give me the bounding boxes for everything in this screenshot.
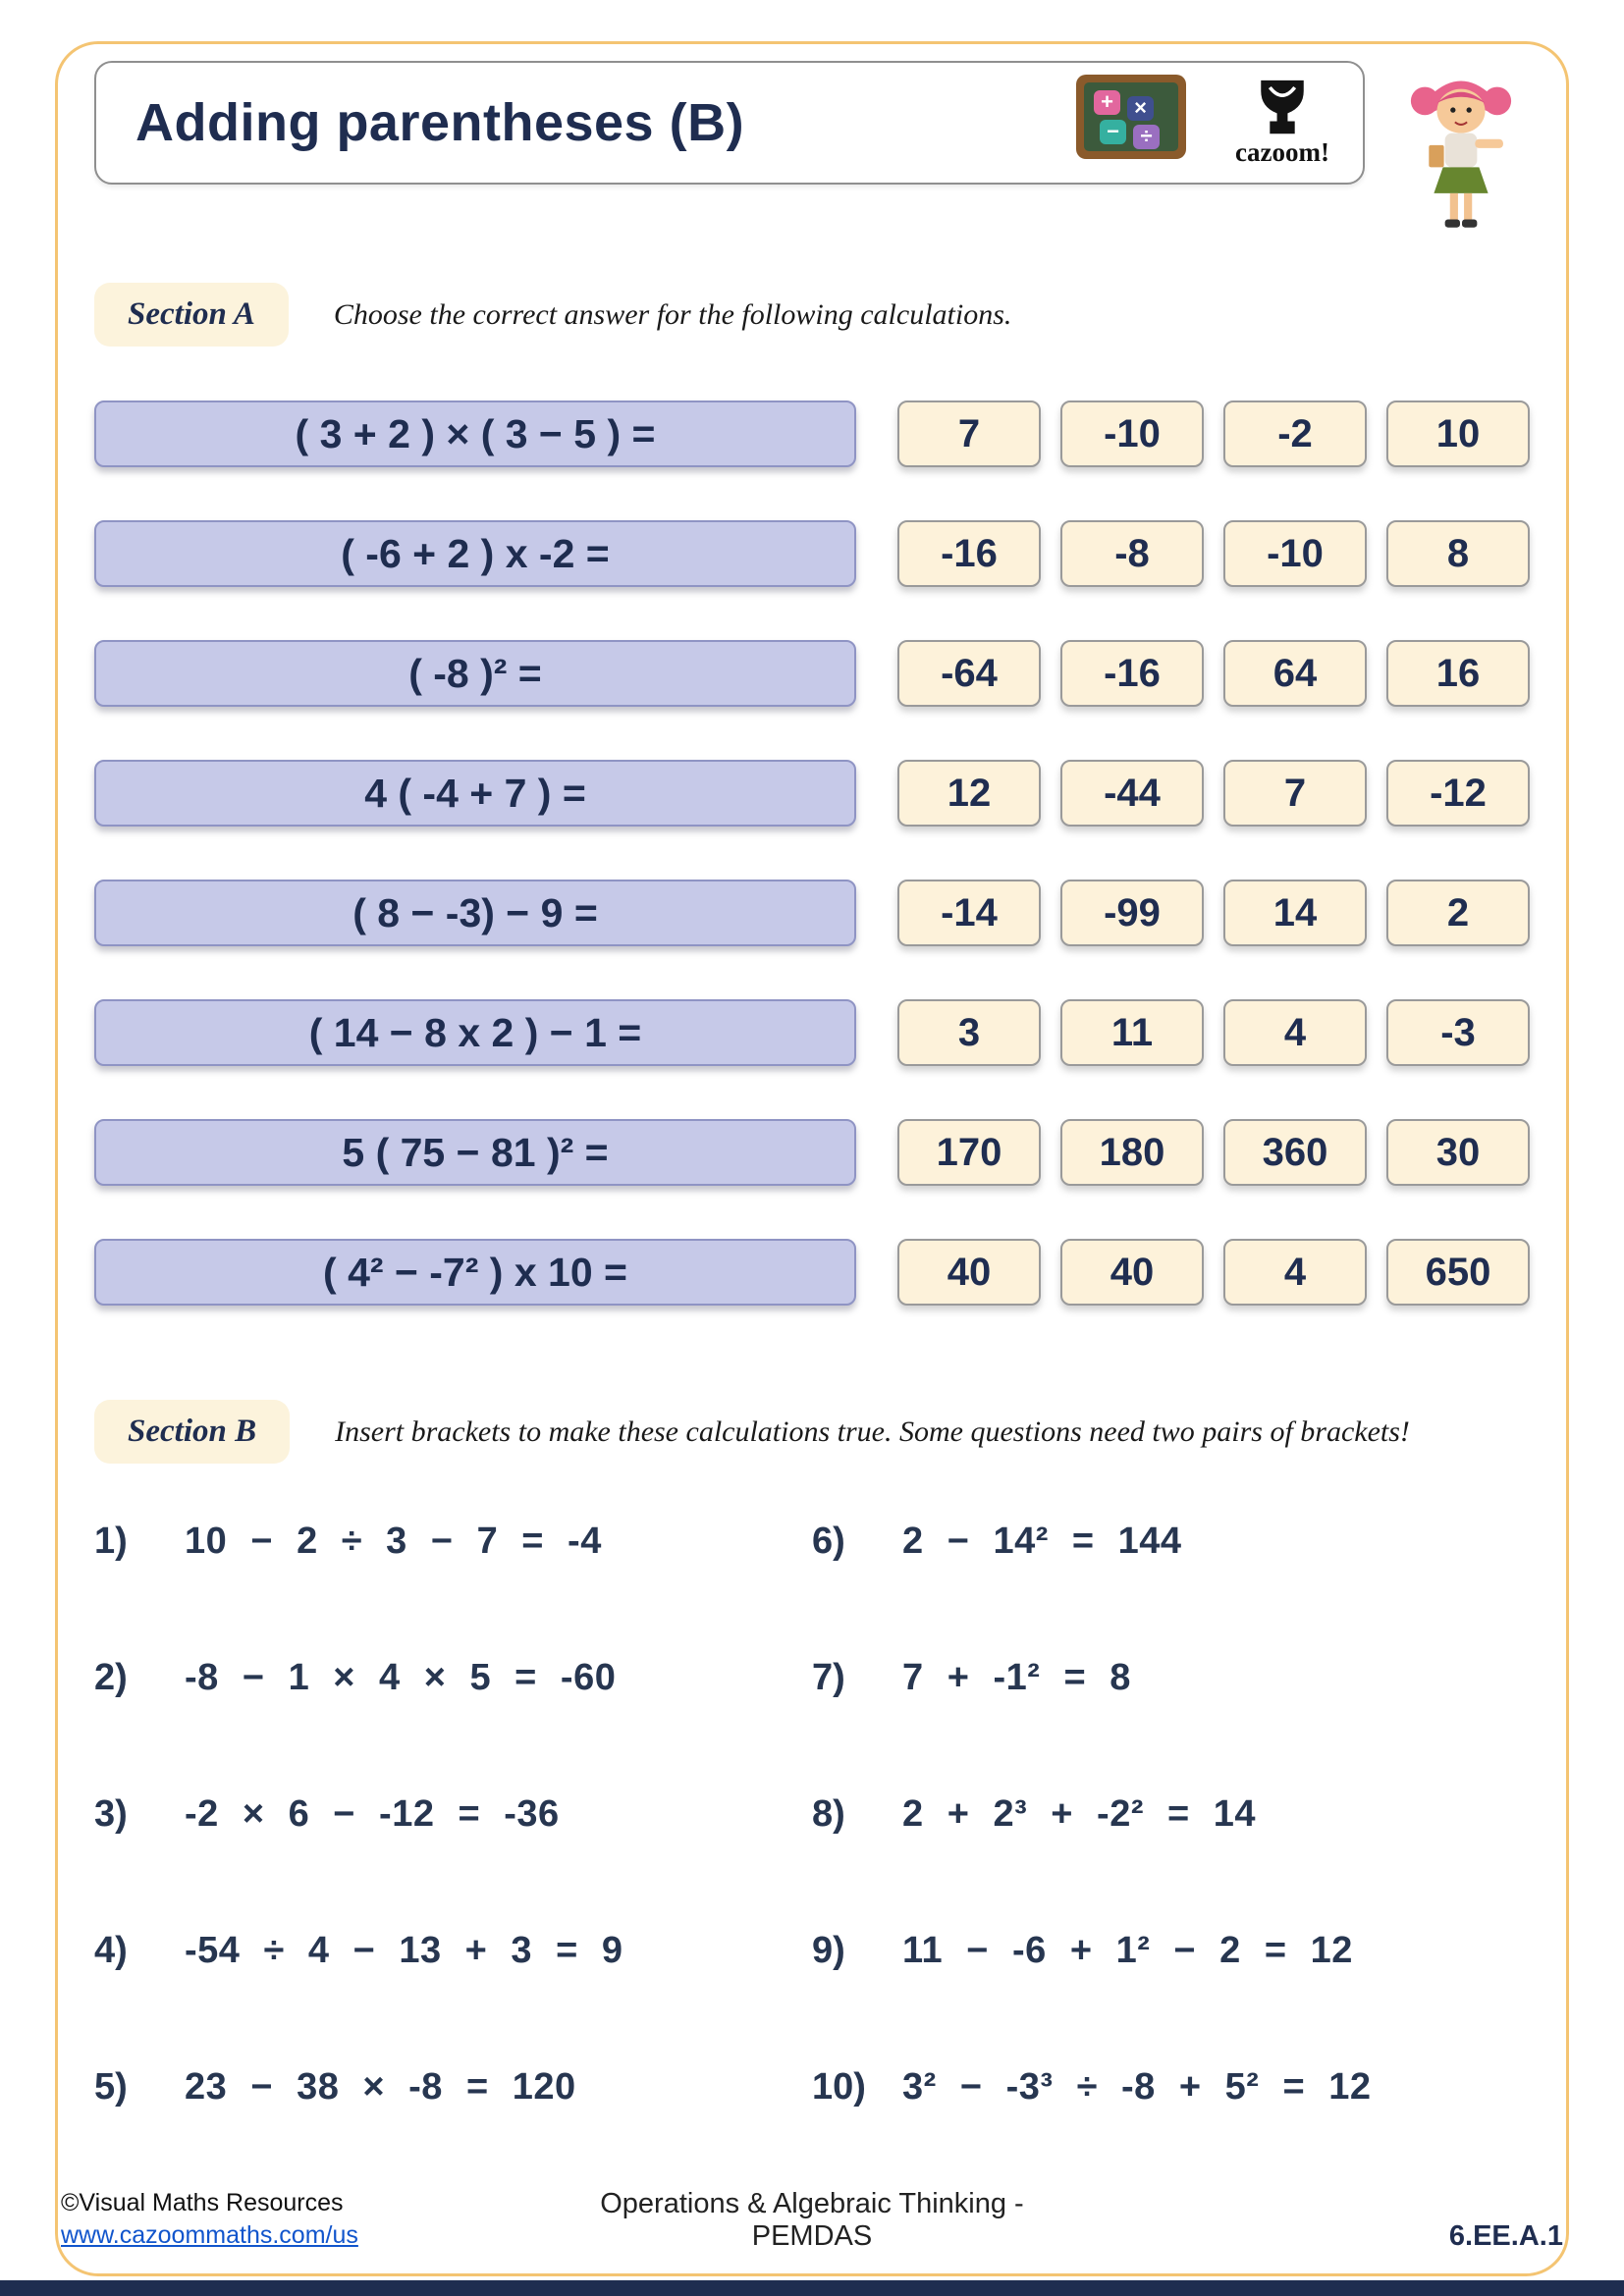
question-box: ( 4² − -7² ) x 10 = (94, 1239, 856, 1306)
equation-text: -54 ÷ 4 − 13 + 3 = 9 (185, 1930, 623, 1971)
question-row (94, 1119, 1530, 1186)
question-box: ( 3 + 2 ) × ( 3 − 5 ) = (94, 400, 856, 467)
answer-option[interactable]: -2 (1223, 400, 1367, 467)
page-title: Adding parentheses (B) (135, 93, 745, 152)
answer-option[interactable]: 14 (1223, 880, 1367, 946)
website-link[interactable]: www.cazoommaths.com/us (61, 2221, 358, 2250)
answer-option[interactable]: -10 (1223, 520, 1367, 587)
answer-option[interactable]: -12 (1386, 760, 1530, 827)
question-row (94, 520, 1530, 587)
svg-text:+: + (1101, 88, 1113, 114)
equation-number: 2) (94, 1657, 128, 1698)
section-a-rows (94, 400, 1530, 1306)
answer-option[interactable]: -16 (897, 520, 1041, 587)
equation-number: 10) (812, 2066, 866, 2108)
equation-item (94, 1930, 812, 1972)
svg-text:×: × (1134, 94, 1147, 120)
question-row (94, 640, 1530, 707)
equation-number: 4) (94, 1930, 128, 1971)
equation-item (94, 1657, 812, 1699)
copyright-text: ©Visual Maths Resources (61, 2188, 344, 2216)
equation-number: 7) (812, 1657, 845, 1698)
question-box: ( -8 )² = (94, 640, 856, 707)
equation-number: 8) (812, 1793, 845, 1835)
equation-text: -2 × 6 − -12 = -36 (185, 1793, 560, 1835)
answer-option[interactable]: 11 (1060, 999, 1204, 1066)
section-a-label: Section A (94, 283, 289, 347)
answer-option[interactable]: -3 (1386, 999, 1530, 1066)
question-box: ( 8 − -3) − 9 = (94, 880, 856, 946)
worksheet-title-box (94, 61, 1365, 185)
section-b-header (94, 1400, 1530, 1464)
equation-number: 6) (812, 1521, 845, 1562)
equation-text: 2 + 2³ + -2² = 14 (902, 1793, 1257, 1835)
answer-option[interactable]: -8 (1060, 520, 1204, 587)
question-box: ( -6 + 2 ) x -2 = (94, 520, 856, 587)
section-b-instruction: Insert brackets to make these calculations true. Some questions need two pairs of brackets! (335, 1415, 1410, 1448)
equation-text: 11 − -6 + 1² − 2 = 12 (902, 1930, 1353, 1971)
answer-option[interactable]: 3 (897, 999, 1041, 1066)
question-row (94, 880, 1530, 946)
section-b-label: Section B (94, 1400, 290, 1464)
answer-option[interactable]: -99 (1060, 880, 1204, 946)
question-row (94, 999, 1530, 1066)
answer-option[interactable]: -10 (1060, 400, 1204, 467)
equations-left-column (94, 1521, 812, 2203)
answer-option[interactable]: 40 (897, 1239, 1041, 1306)
footer-topic: Operations & Algebraic Thinking - PEMDAS (600, 2188, 1024, 2252)
question-row (94, 400, 1530, 467)
question-box: ( 14 − 8 x 2 ) − 1 = (94, 999, 856, 1066)
bottom-accent-bar (0, 2280, 1624, 2296)
answer-option[interactable]: -14 (897, 880, 1041, 946)
cazoom-logo (1235, 79, 1329, 168)
chalkboard-icon (1074, 73, 1190, 174)
footer (61, 2187, 1563, 2254)
answer-option[interactable]: 10 (1386, 400, 1530, 467)
equation-item (812, 1657, 1530, 1699)
question-row (94, 760, 1530, 827)
equation-text: 10 − 2 ÷ 3 − 7 = -4 (185, 1521, 602, 1562)
equation-item (812, 1930, 1530, 1972)
answer-option[interactable]: -64 (897, 640, 1041, 707)
svg-text:÷: ÷ (1140, 123, 1153, 148)
equation-item (812, 2066, 1530, 2109)
equation-text: 3² − -3³ ÷ -8 + 5² = 12 (902, 2066, 1372, 2108)
answer-option[interactable]: 4 (1223, 999, 1367, 1066)
svg-text:−: − (1107, 118, 1119, 143)
section-a-instruction: Choose the correct answer for the following calculations. (333, 297, 1012, 331)
equation-item (94, 1793, 812, 1836)
standard-code: 6.EE.A.1 (1448, 2220, 1563, 2252)
equation-text: 7 + -1² = 8 (902, 1657, 1131, 1698)
answer-option[interactable]: 180 (1060, 1119, 1204, 1186)
answer-option[interactable]: 64 (1223, 640, 1367, 707)
cazoom-logo-icon (1255, 79, 1310, 135)
answer-option[interactable]: 7 (897, 400, 1041, 467)
answer-option[interactable]: 4 (1223, 1239, 1367, 1306)
equation-text: -8 − 1 × 4 × 5 = -60 (185, 1657, 617, 1698)
section-a-header (94, 283, 1530, 347)
answer-option[interactable]: 16 (1386, 640, 1530, 707)
header (94, 61, 1530, 241)
answer-option[interactable]: -44 (1060, 760, 1204, 827)
answer-option[interactable]: 360 (1223, 1119, 1367, 1186)
answer-option[interactable]: 30 (1386, 1119, 1530, 1186)
question-box: 4 ( -4 + 7 ) = (94, 760, 856, 827)
answer-option[interactable]: 2 (1386, 880, 1530, 946)
answer-option[interactable]: 40 (1060, 1239, 1204, 1306)
equation-number: 5) (94, 2066, 128, 2108)
equations-right-column (812, 1521, 1530, 2203)
section-b-equations (94, 1521, 1530, 2203)
equation-text: 23 − 38 × -8 = 120 (185, 2066, 576, 2108)
question-row (94, 1239, 1530, 1306)
equation-text: 2 − 14² = 144 (902, 1521, 1182, 1562)
answer-option[interactable]: 8 (1386, 520, 1530, 587)
equation-item (812, 1793, 1530, 1836)
equation-item (94, 2066, 812, 2109)
answer-option[interactable]: 7 (1223, 760, 1367, 827)
equation-item (812, 1521, 1530, 1563)
equation-number: 9) (812, 1930, 845, 1971)
answer-option[interactable]: 170 (897, 1119, 1041, 1186)
answer-option[interactable]: -16 (1060, 640, 1204, 707)
equation-number: 1) (94, 1521, 128, 1562)
cazoom-logo-text: cazoom! (1235, 136, 1329, 167)
answer-option[interactable]: 12 (897, 760, 1041, 827)
question-box: 5 ( 75 − 81 )² = (94, 1119, 856, 1186)
answer-option[interactable]: 650 (1386, 1239, 1530, 1306)
girl-cartoon-illustration (1392, 61, 1530, 241)
equation-item (94, 1521, 812, 1563)
equation-number: 3) (94, 1793, 128, 1835)
